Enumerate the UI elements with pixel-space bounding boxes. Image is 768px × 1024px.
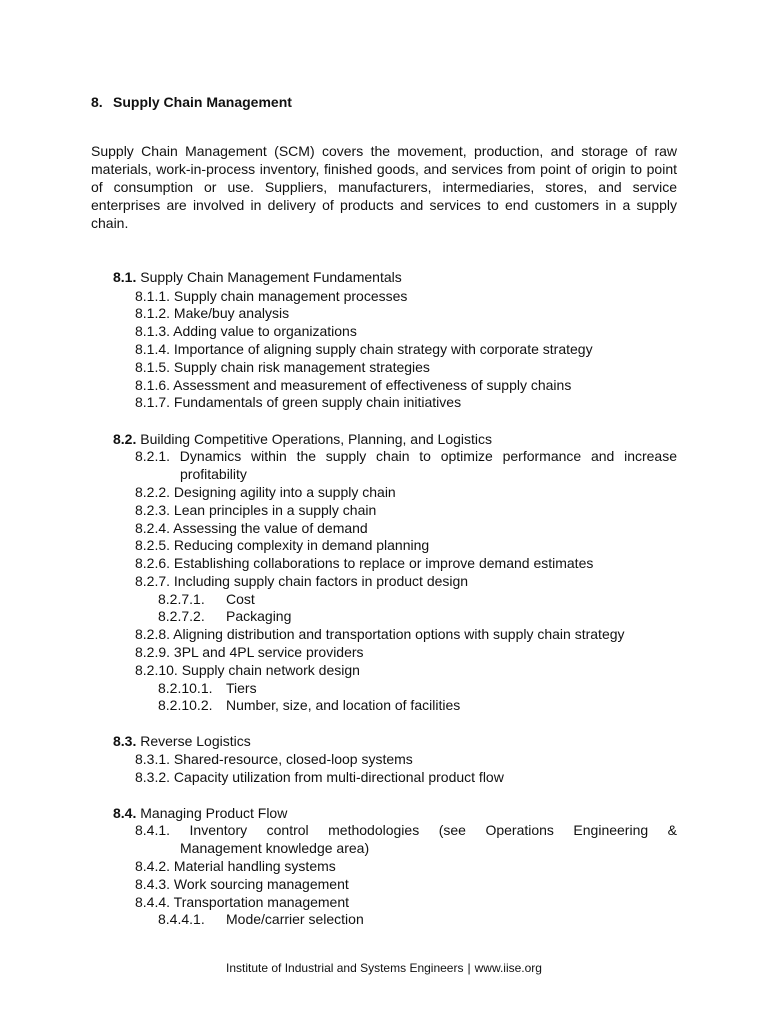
footer-separator: | (467, 961, 471, 975)
subsection-title: Building Competitive Operations, Planning, and Logistics (140, 431, 493, 447)
subsection-number: 8.2. (113, 431, 137, 447)
sub-item-number: 8.2.7.2. (158, 608, 205, 624)
subsection-number: 8.4. (113, 805, 137, 821)
list-item: 8.4.1. Inventory control methodologies (see Operations Engineering & (135, 822, 677, 838)
sub-item-text: Cost (226, 591, 255, 607)
subsection-8-4-heading (113, 805, 287, 823)
subsection-title: Managing Product Flow (140, 805, 288, 821)
list-item: 8.1.5. Supply chain risk management strategies (135, 359, 430, 375)
sub-item-text: Packaging (226, 608, 292, 624)
list-item: 8.1.6. Assessment and measurement of effectiveness of supply chains (135, 377, 572, 393)
list-item: 8.2.9. 3PL and 4PL service providers (135, 644, 364, 660)
list-item: 8.2.4. Assessing the value of demand (135, 520, 368, 536)
sub-list-item (158, 911, 364, 929)
subsection-number: 8.3. (113, 733, 137, 749)
sub-item-text: Mode/carrier selection (226, 911, 364, 927)
sub-item-number: 8.2.7.1. (158, 591, 205, 607)
section-heading (91, 93, 292, 111)
list-item: 8.4.2. Material handling systems (135, 858, 336, 874)
list-item: 8.1.3. Adding value to organizations (135, 323, 357, 339)
subsection-number: 8.1. (113, 269, 137, 285)
subsection-title: Reverse Logistics (140, 733, 251, 749)
subsection-8-1-heading (113, 269, 402, 287)
sub-list-item (158, 680, 257, 698)
list-item: 8.4.3. Work sourcing management (135, 876, 349, 892)
list-item: 8.1.7. Fundamentals of green supply chain initiatives (135, 394, 462, 410)
list-item: 8.2.8. Aligning distribution and transportation options with supply chain strategy (135, 626, 625, 642)
subsection-8-3-heading (113, 733, 251, 751)
list-item: 8.2.2. Designing agility into a supply chain (135, 484, 396, 500)
sub-item-text: Tiers (226, 680, 257, 696)
footer-url-link[interactable]: www.iise.org (474, 961, 542, 975)
list-item: 8.2.1. Dynamics within the supply chain to optimize performance and increase (135, 448, 677, 464)
list-item-continuation: profitability (180, 466, 247, 482)
list-item: 8.1.1. Supply chain management processes (135, 288, 408, 304)
list-item: 8.4.4. Transportation management (135, 894, 350, 910)
section-number: 8. (91, 94, 103, 110)
section-title: Supply Chain Management (113, 94, 292, 110)
subsection-8-2-heading (113, 431, 492, 449)
sub-item-number: 8.4.4.1. (158, 911, 205, 927)
footer-organization: Institute of Industrial and Systems Engineers (226, 961, 464, 975)
intro-paragraph: Supply Chain Management (SCM) covers the movement, production, and storage of raw materials, work-in-process inventory, finished goods, and services from point of origin to point of consumption or use. Suppliers, manufacturers, intermediaries, stores, and service enterprises are involved in delivery of products and services to end customers in a supply chain. (91, 143, 677, 231)
sub-item-text: Number, size, and location of facilities (226, 697, 461, 713)
list-item: 8.3.1. Shared-resource, closed-loop systems (135, 751, 413, 767)
list-item: 8.3.2. Capacity utilization from multi-directional product flow (135, 769, 504, 785)
list-item-continuation: Management knowledge area) (180, 840, 370, 856)
list-item: 8.1.2. Make/buy analysis (135, 305, 290, 321)
page-footer (0, 960, 768, 976)
sub-item-number: 8.2.10.1. (158, 680, 213, 696)
sub-list-item (158, 591, 255, 609)
sub-item-number: 8.2.10.2. (158, 697, 213, 713)
list-item: 8.2.3. Lean principles in a supply chain (135, 502, 377, 518)
list-item: 8.2.6. Establishing collaborations to replace or improve demand estimates (135, 555, 594, 571)
list-item: 8.2.7. Including supply chain factors in product design (135, 573, 469, 589)
list-item: 8.1.4. Importance of aligning supply chain strategy with corporate strategy (135, 341, 593, 357)
list-item: 8.2.5. Reducing complexity in demand planning (135, 537, 430, 553)
list-item: 8.2.10. Supply chain network design (135, 662, 360, 678)
sub-list-item (158, 608, 291, 626)
sub-list-item (158, 697, 460, 715)
subsection-title: Supply Chain Management Fundamentals (140, 269, 402, 285)
